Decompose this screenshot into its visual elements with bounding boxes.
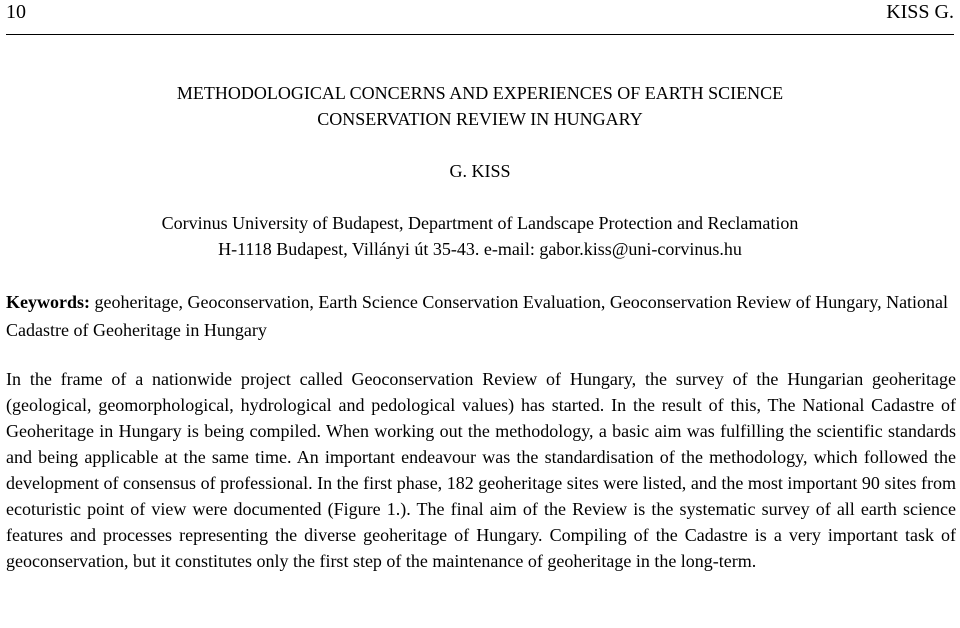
page-header: [6, 0, 954, 35]
keywords-text: geoheritage, Geoconservation, Earth Science Conservation Evaluation, Geoconservation Review of Hungary, National Cadastre of Geoheritage in Hungary: [6, 292, 949, 340]
affiliation-line-1: Corvinus University of Budapest, Department of Landscape Protection and Reclamation: [161, 213, 799, 233]
author-affiliation: [0, 210, 960, 262]
running-head: KISS G.: [886, 1, 954, 23]
title-line-1: METHODOLOGICAL CONCERNS AND EXPERIENCES OF EARTH SCIENCE: [176, 83, 784, 103]
page-number: 10: [6, 1, 26, 23]
keywords-label: Keywords:: [6, 292, 90, 312]
title-line-2: CONSERVATION REVIEW IN HUNGARY: [317, 109, 643, 129]
author-name: G. KISS: [449, 161, 511, 181]
keywords-paragraph: [6, 288, 956, 344]
affiliation-line-2: H-1118 Budapest, Villányi út 35-43. e-mail: gabor.kiss@uni-corvinus.hu: [218, 239, 742, 259]
paper-title: [0, 80, 960, 132]
abstract-paragraph: In the frame of a nationwide project called Geoconservation Review of Hungary, the survey of the Hungarian geoheritage (geological, geomorphological, hydrological and pedological values) has started. In the result of this, The National Cadastre of Geoheritage in Hungary is being compiled. When working out the methodology, a basic aim was fulfilling the scientific standards and being applicable at the same time. An important endeavour was the standardisation of the methodology, which followed the development of consensus of professional. In the first phase, 182 geoheritage sites were listed, and the most important 90 sites from ecoturistic point of view were documented (Figure 1.). The final aim of the Review is the systematic survey of all earth science features and processes representing the diverse geoheritage of Hungary. Compiling of the Cadastre is a very important task of geoconservation, but it constitutes only the first step of the maintenance of geoheritage in the long-term.: [6, 369, 956, 571]
